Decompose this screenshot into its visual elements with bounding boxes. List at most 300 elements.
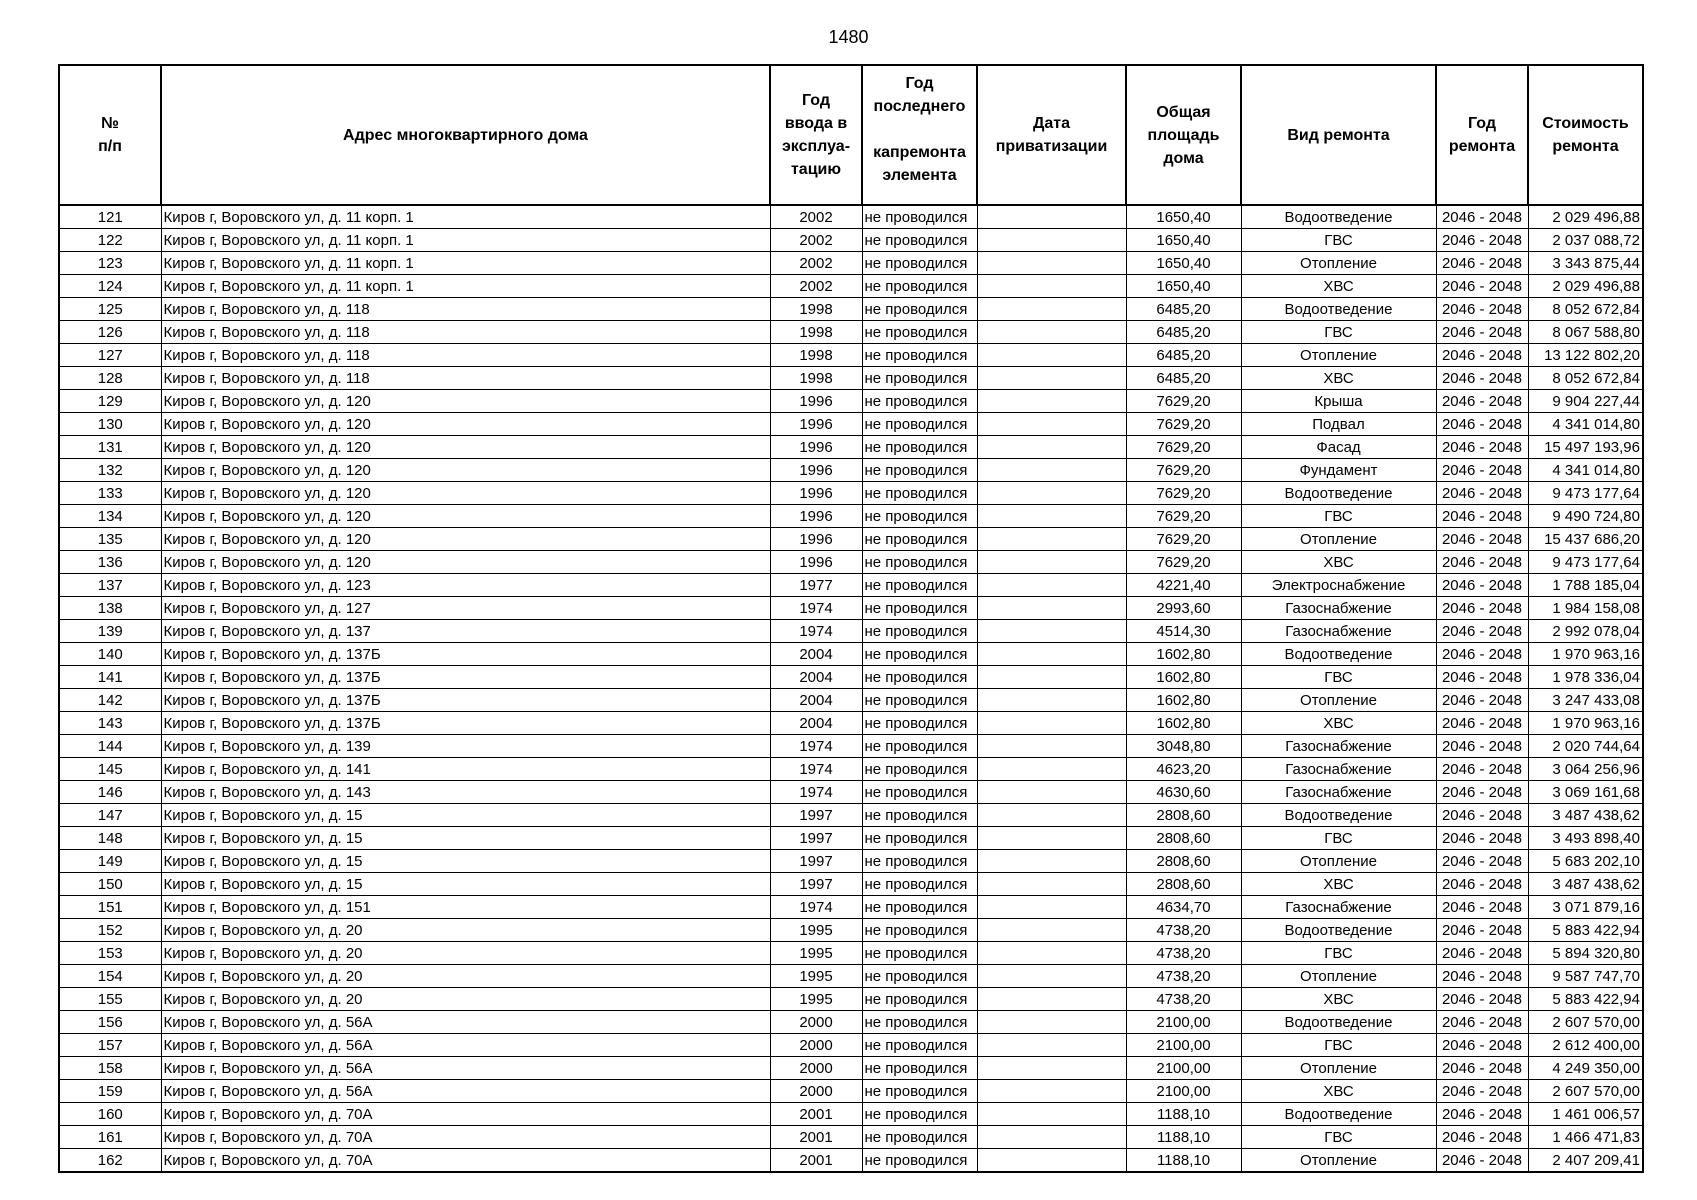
header-address: Адрес многоквартирного дома (161, 65, 770, 205)
repair-year-cell: 2046 - 2048 (1436, 735, 1528, 758)
cost-cell: 15 437 686,20 (1528, 528, 1643, 551)
row-num-cell: 122 (59, 229, 161, 252)
privatization-date-cell (977, 1080, 1126, 1103)
row-num-cell: 143 (59, 712, 161, 735)
address-cell: Киров г, Воровского ул, д. 120 (161, 436, 770, 459)
last-repair-cell: не проводился (862, 1034, 977, 1057)
table-row (59, 597, 1643, 620)
repair-year-cell: 2046 - 2048 (1436, 758, 1528, 781)
repair-year-cell: 2046 - 2048 (1436, 505, 1528, 528)
header-cost: Стоимость ремонта (1528, 65, 1643, 205)
area-cell: 2808,60 (1126, 873, 1241, 896)
table-row (59, 459, 1643, 482)
area-cell: 1650,40 (1126, 229, 1241, 252)
table-row (59, 965, 1643, 988)
address-cell: Киров г, Воровского ул, д. 141 (161, 758, 770, 781)
table-row (59, 850, 1643, 873)
repair-type-cell: ХВС (1241, 712, 1436, 735)
privatization-date-cell (977, 344, 1126, 367)
row-num-cell: 123 (59, 252, 161, 275)
privatization-date-cell (977, 758, 1126, 781)
last-repair-cell: не проводился (862, 367, 977, 390)
row-num-cell: 134 (59, 505, 161, 528)
privatization-date-cell (977, 574, 1126, 597)
table-row (59, 873, 1643, 896)
table-row (59, 574, 1643, 597)
repair-type-cell: ХВС (1241, 367, 1436, 390)
commission-year-cell: 1998 (770, 344, 862, 367)
header-num: № п/п (59, 65, 161, 205)
cost-cell: 1 970 963,16 (1528, 643, 1643, 666)
area-cell: 4623,20 (1126, 758, 1241, 781)
privatization-date-cell (977, 321, 1126, 344)
cost-cell: 1 978 336,04 (1528, 666, 1643, 689)
commission-year-cell: 2000 (770, 1034, 862, 1057)
row-num-cell: 145 (59, 758, 161, 781)
privatization-date-cell (977, 735, 1126, 758)
address-cell: Киров г, Воровского ул, д. 118 (161, 367, 770, 390)
privatization-date-cell (977, 597, 1126, 620)
address-cell: Киров г, Воровского ул, д. 143 (161, 781, 770, 804)
privatization-date-cell (977, 689, 1126, 712)
privatization-date-cell (977, 205, 1126, 229)
commission-year-cell: 1998 (770, 298, 862, 321)
privatization-date-cell (977, 551, 1126, 574)
cost-cell: 1 984 158,08 (1528, 597, 1643, 620)
cost-cell: 3 071 879,16 (1528, 896, 1643, 919)
cost-cell: 5 883 422,94 (1528, 988, 1643, 1011)
area-cell: 6485,20 (1126, 367, 1241, 390)
area-cell: 4738,20 (1126, 965, 1241, 988)
table-row (59, 1034, 1643, 1057)
address-cell: Киров г, Воровского ул, д. 15 (161, 804, 770, 827)
repair-year-cell: 2046 - 2048 (1436, 252, 1528, 275)
last-repair-cell: не проводился (862, 390, 977, 413)
row-num-cell: 158 (59, 1057, 161, 1080)
repair-year-cell: 2046 - 2048 (1436, 1149, 1528, 1173)
area-cell: 2100,00 (1126, 1034, 1241, 1057)
last-repair-cell: не проводился (862, 436, 977, 459)
repair-year-cell: 2046 - 2048 (1436, 1011, 1528, 1034)
last-repair-cell: не проводился (862, 597, 977, 620)
repair-year-cell: 2046 - 2048 (1436, 896, 1528, 919)
row-num-cell: 138 (59, 597, 161, 620)
commission-year-cell: 1996 (770, 528, 862, 551)
area-cell: 2100,00 (1126, 1057, 1241, 1080)
last-repair-cell: не проводился (862, 1057, 977, 1080)
row-num-cell: 121 (59, 205, 161, 229)
commission-year-cell: 1977 (770, 574, 862, 597)
repair-year-cell: 2046 - 2048 (1436, 1080, 1528, 1103)
table-row (59, 643, 1643, 666)
row-num-cell: 153 (59, 942, 161, 965)
repair-type-cell: Отопление (1241, 965, 1436, 988)
row-num-cell: 141 (59, 666, 161, 689)
row-num-cell: 128 (59, 367, 161, 390)
commission-year-cell: 2000 (770, 1057, 862, 1080)
address-cell: Киров г, Воровского ул, д. 11 корп. 1 (161, 252, 770, 275)
repair-year-cell: 2046 - 2048 (1436, 344, 1528, 367)
last-repair-cell: не проводился (862, 1126, 977, 1149)
last-repair-cell: не проводился (862, 252, 977, 275)
privatization-date-cell (977, 229, 1126, 252)
address-cell: Киров г, Воровского ул, д. 20 (161, 965, 770, 988)
repair-type-cell: Отопление (1241, 1149, 1436, 1173)
repair-year-cell: 2046 - 2048 (1436, 275, 1528, 298)
table-row (59, 1080, 1643, 1103)
area-cell: 1650,40 (1126, 275, 1241, 298)
repair-year-cell: 2046 - 2048 (1436, 367, 1528, 390)
address-cell: Киров г, Воровского ул, д. 118 (161, 344, 770, 367)
commission-year-cell: 1996 (770, 459, 862, 482)
table-row (59, 482, 1643, 505)
table-row (59, 298, 1643, 321)
row-num-cell: 161 (59, 1126, 161, 1149)
repair-type-cell: Фундамент (1241, 459, 1436, 482)
cost-cell: 9 587 747,70 (1528, 965, 1643, 988)
repair-type-cell: Фасад (1241, 436, 1436, 459)
commission-year-cell: 1998 (770, 367, 862, 390)
repair-year-cell: 2046 - 2048 (1436, 413, 1528, 436)
repair-year-cell: 2046 - 2048 (1436, 620, 1528, 643)
area-cell: 6485,20 (1126, 344, 1241, 367)
repair-type-cell: Подвал (1241, 413, 1436, 436)
area-cell: 4514,30 (1126, 620, 1241, 643)
address-cell: Киров г, Воровского ул, д. 20 (161, 988, 770, 1011)
address-cell: Киров г, Воровского ул, д. 56А (161, 1011, 770, 1034)
repair-type-cell: Крыша (1241, 390, 1436, 413)
privatization-date-cell (977, 988, 1126, 1011)
commission-year-cell: 2004 (770, 643, 862, 666)
last-repair-cell: не проводился (862, 804, 977, 827)
privatization-date-cell (977, 528, 1126, 551)
last-repair-cell: не проводился (862, 758, 977, 781)
last-repair-cell: не проводился (862, 666, 977, 689)
area-cell: 2100,00 (1126, 1011, 1241, 1034)
repair-type-cell: Отопление (1241, 1057, 1436, 1080)
commission-year-cell: 1998 (770, 321, 862, 344)
row-num-cell: 159 (59, 1080, 161, 1103)
cost-cell: 2 607 570,00 (1528, 1011, 1643, 1034)
commission-year-cell: 2002 (770, 205, 862, 229)
address-cell: Киров г, Воровского ул, д. 120 (161, 459, 770, 482)
privatization-date-cell (977, 712, 1126, 735)
privatization-date-cell (977, 482, 1126, 505)
address-cell: Киров г, Воровского ул, д. 15 (161, 873, 770, 896)
area-cell: 1188,10 (1126, 1126, 1241, 1149)
repair-type-cell: ХВС (1241, 1080, 1436, 1103)
commission-year-cell: 2004 (770, 712, 862, 735)
table-row (59, 666, 1643, 689)
row-num-cell: 146 (59, 781, 161, 804)
cost-cell: 8 052 672,84 (1528, 298, 1643, 321)
last-repair-cell: не проводился (862, 620, 977, 643)
address-cell: Киров г, Воровского ул, д. 11 корп. 1 (161, 275, 770, 298)
privatization-date-cell (977, 896, 1126, 919)
commission-year-cell: 2001 (770, 1149, 862, 1173)
repair-type-cell: Электроснабжение (1241, 574, 1436, 597)
repair-year-cell: 2046 - 2048 (1436, 942, 1528, 965)
cost-cell: 1 970 963,16 (1528, 712, 1643, 735)
repair-type-cell: ХВС (1241, 988, 1436, 1011)
row-num-cell: 129 (59, 390, 161, 413)
area-cell: 2993,60 (1126, 597, 1241, 620)
repair-type-cell: ГВС (1241, 1034, 1436, 1057)
repair-year-cell: 2046 - 2048 (1436, 321, 1528, 344)
row-num-cell: 125 (59, 298, 161, 321)
address-cell: Киров г, Воровского ул, д. 15 (161, 827, 770, 850)
repair-type-cell: ХВС (1241, 873, 1436, 896)
commission-year-cell: 1996 (770, 551, 862, 574)
address-cell: Киров г, Воровского ул, д. 56А (161, 1080, 770, 1103)
last-repair-cell: не проводился (862, 275, 977, 298)
table-row (59, 712, 1643, 735)
cost-cell: 1 461 006,57 (1528, 1103, 1643, 1126)
header-area: Общая площадь дома (1126, 65, 1241, 205)
cost-cell: 3 069 161,68 (1528, 781, 1643, 804)
address-cell: Киров г, Воровского ул, д. 15 (161, 850, 770, 873)
last-repair-cell: не проводился (862, 551, 977, 574)
table-header (59, 65, 1643, 205)
commission-year-cell: 1974 (770, 597, 862, 620)
commission-year-cell: 1995 (770, 965, 862, 988)
repair-type-cell: ГВС (1241, 505, 1436, 528)
commission-year-cell: 1974 (770, 620, 862, 643)
privatization-date-cell (977, 1034, 1126, 1057)
repair-type-cell: Водоотведение (1241, 298, 1436, 321)
repair-type-cell: Водоотведение (1241, 205, 1436, 229)
repair-type-cell: ГВС (1241, 827, 1436, 850)
table-row (59, 229, 1643, 252)
privatization-date-cell (977, 643, 1126, 666)
commission-year-cell: 1997 (770, 873, 862, 896)
commission-year-cell: 1995 (770, 942, 862, 965)
privatization-date-cell (977, 413, 1126, 436)
repair-type-cell: Газоснабжение (1241, 758, 1436, 781)
table-row (59, 942, 1643, 965)
row-num-cell: 137 (59, 574, 161, 597)
last-repair-cell: не проводился (862, 896, 977, 919)
repair-type-cell: ХВС (1241, 275, 1436, 298)
cost-cell: 3 343 875,44 (1528, 252, 1643, 275)
commission-year-cell: 1997 (770, 827, 862, 850)
row-num-cell: 155 (59, 988, 161, 1011)
repair-type-cell: Водоотведение (1241, 1103, 1436, 1126)
commission-year-cell: 1996 (770, 505, 862, 528)
privatization-date-cell (977, 965, 1126, 988)
area-cell: 4738,20 (1126, 988, 1241, 1011)
area-cell: 1188,10 (1126, 1103, 1241, 1126)
address-cell: Киров г, Воровского ул, д. 137Б (161, 643, 770, 666)
row-num-cell: 126 (59, 321, 161, 344)
commission-year-cell: 1996 (770, 390, 862, 413)
row-num-cell: 148 (59, 827, 161, 850)
area-cell: 1650,40 (1126, 205, 1241, 229)
repair-type-cell: Водоотведение (1241, 804, 1436, 827)
commission-year-cell: 2002 (770, 275, 862, 298)
cost-cell: 2 612 400,00 (1528, 1034, 1643, 1057)
repair-year-cell: 2046 - 2048 (1436, 827, 1528, 850)
address-cell: Киров г, Воровского ул, д. 120 (161, 528, 770, 551)
address-cell: Киров г, Воровского ул, д. 137Б (161, 666, 770, 689)
last-repair-cell: не проводился (862, 689, 977, 712)
cost-cell: 4 341 014,80 (1528, 413, 1643, 436)
privatization-date-cell (977, 436, 1126, 459)
address-cell: Киров г, Воровского ул, д. 118 (161, 321, 770, 344)
page-number: 1480 (828, 27, 869, 47)
repair-type-cell: Водоотведение (1241, 919, 1436, 942)
repair-year-cell: 2046 - 2048 (1436, 643, 1528, 666)
row-num-cell: 132 (59, 459, 161, 482)
cost-cell: 8 067 588,80 (1528, 321, 1643, 344)
repair-type-cell: Газоснабжение (1241, 620, 1436, 643)
area-cell: 2808,60 (1126, 850, 1241, 873)
privatization-date-cell (977, 252, 1126, 275)
header-commission-year: Год ввода в эксплуа- тацию (770, 65, 862, 205)
repair-year-cell: 2046 - 2048 (1436, 965, 1528, 988)
address-cell: Киров г, Воровского ул, д. 56А (161, 1034, 770, 1057)
area-cell: 6485,20 (1126, 321, 1241, 344)
table-row (59, 344, 1643, 367)
repair-year-cell: 2046 - 2048 (1436, 781, 1528, 804)
area-cell: 2808,60 (1126, 804, 1241, 827)
cost-cell: 5 683 202,10 (1528, 850, 1643, 873)
privatization-date-cell (977, 919, 1126, 942)
area-cell: 7629,20 (1126, 551, 1241, 574)
repair-year-cell: 2046 - 2048 (1436, 919, 1528, 942)
area-cell: 1602,80 (1126, 666, 1241, 689)
address-cell: Киров г, Воровского ул, д. 139 (161, 735, 770, 758)
area-cell: 7629,20 (1126, 390, 1241, 413)
repair-year-cell: 2046 - 2048 (1436, 205, 1528, 229)
area-cell: 2808,60 (1126, 827, 1241, 850)
repair-year-cell: 2046 - 2048 (1436, 459, 1528, 482)
cost-cell: 2 029 496,88 (1528, 205, 1643, 229)
row-num-cell: 133 (59, 482, 161, 505)
privatization-date-cell (977, 620, 1126, 643)
area-cell: 7629,20 (1126, 436, 1241, 459)
table-body (59, 205, 1643, 1172)
privatization-date-cell (977, 298, 1126, 321)
commission-year-cell: 1974 (770, 896, 862, 919)
last-repair-cell: не проводился (862, 873, 977, 896)
area-cell: 4738,20 (1126, 919, 1241, 942)
row-num-cell: 135 (59, 528, 161, 551)
cost-cell: 5 894 320,80 (1528, 942, 1643, 965)
repair-type-cell: Водоотведение (1241, 1011, 1436, 1034)
cost-cell: 8 052 672,84 (1528, 367, 1643, 390)
table-row (59, 1011, 1643, 1034)
last-repair-cell: не проводился (862, 1011, 977, 1034)
privatization-date-cell (977, 459, 1126, 482)
table-row (59, 758, 1643, 781)
repair-registry-table (58, 64, 1644, 1173)
address-cell: Киров г, Воровского ул, д. 20 (161, 942, 770, 965)
table-row (59, 1149, 1643, 1173)
table-row (59, 505, 1643, 528)
cost-cell: 9 904 227,44 (1528, 390, 1643, 413)
table-row (59, 781, 1643, 804)
cost-cell: 13 122 802,20 (1528, 344, 1643, 367)
cost-cell: 2 020 744,64 (1528, 735, 1643, 758)
repair-type-cell: Отопление (1241, 344, 1436, 367)
area-cell: 6485,20 (1126, 298, 1241, 321)
cost-cell: 15 497 193,96 (1528, 436, 1643, 459)
repair-year-cell: 2046 - 2048 (1436, 229, 1528, 252)
privatization-date-cell (977, 873, 1126, 896)
last-repair-cell: не проводился (862, 850, 977, 873)
repair-type-cell: Газоснабжение (1241, 735, 1436, 758)
repair-type-cell: ХВС (1241, 551, 1436, 574)
last-repair-cell: не проводился (862, 482, 977, 505)
last-repair-cell: не проводился (862, 1103, 977, 1126)
last-repair-cell: не проводился (862, 988, 977, 1011)
repair-year-cell: 2046 - 2048 (1436, 1126, 1528, 1149)
row-num-cell: 136 (59, 551, 161, 574)
privatization-date-cell (977, 1011, 1126, 1034)
row-num-cell: 131 (59, 436, 161, 459)
repair-year-cell: 2046 - 2048 (1436, 850, 1528, 873)
repair-year-cell: 2046 - 2048 (1436, 482, 1528, 505)
last-repair-cell: не проводился (862, 942, 977, 965)
area-cell: 7629,20 (1126, 528, 1241, 551)
area-cell: 1602,80 (1126, 712, 1241, 735)
last-repair-cell: не проводился (862, 298, 977, 321)
table-row (59, 252, 1643, 275)
table-row (59, 620, 1643, 643)
last-repair-cell: не проводился (862, 321, 977, 344)
cost-cell: 3 247 433,08 (1528, 689, 1643, 712)
cost-cell: 3 064 256,96 (1528, 758, 1643, 781)
area-cell: 7629,20 (1126, 482, 1241, 505)
repair-type-cell: ГВС (1241, 321, 1436, 344)
header-row (59, 65, 1643, 205)
address-cell: Киров г, Воровского ул, д. 56А (161, 1057, 770, 1080)
privatization-date-cell (977, 367, 1126, 390)
address-cell: Киров г, Воровского ул, д. 137Б (161, 689, 770, 712)
repair-year-cell: 2046 - 2048 (1436, 528, 1528, 551)
header-last-repair: Год последнего капремонта элемента (862, 65, 977, 205)
commission-year-cell: 1974 (770, 758, 862, 781)
repair-type-cell: Отопление (1241, 850, 1436, 873)
last-repair-cell: не проводился (862, 344, 977, 367)
table-row (59, 919, 1643, 942)
address-cell: Киров г, Воровского ул, д. 127 (161, 597, 770, 620)
table-row (59, 275, 1643, 298)
privatization-date-cell (977, 850, 1126, 873)
privatization-date-cell (977, 804, 1126, 827)
row-num-cell: 124 (59, 275, 161, 298)
commission-year-cell: 1995 (770, 988, 862, 1011)
last-repair-cell: не проводился (862, 1080, 977, 1103)
repair-year-cell: 2046 - 2048 (1436, 390, 1528, 413)
area-cell: 1188,10 (1126, 1149, 1241, 1173)
area-cell: 7629,20 (1126, 505, 1241, 528)
privatization-date-cell (977, 1126, 1126, 1149)
repair-year-cell: 2046 - 2048 (1436, 988, 1528, 1011)
privatization-date-cell (977, 390, 1126, 413)
table-row (59, 436, 1643, 459)
table-row (59, 528, 1643, 551)
address-cell: Киров г, Воровского ул, д. 120 (161, 390, 770, 413)
table-row (59, 896, 1643, 919)
table-row (59, 735, 1643, 758)
privatization-date-cell (977, 1057, 1126, 1080)
table-row (59, 1126, 1643, 1149)
cost-cell: 4 341 014,80 (1528, 459, 1643, 482)
row-num-cell: 157 (59, 1034, 161, 1057)
last-repair-cell: не проводился (862, 827, 977, 850)
